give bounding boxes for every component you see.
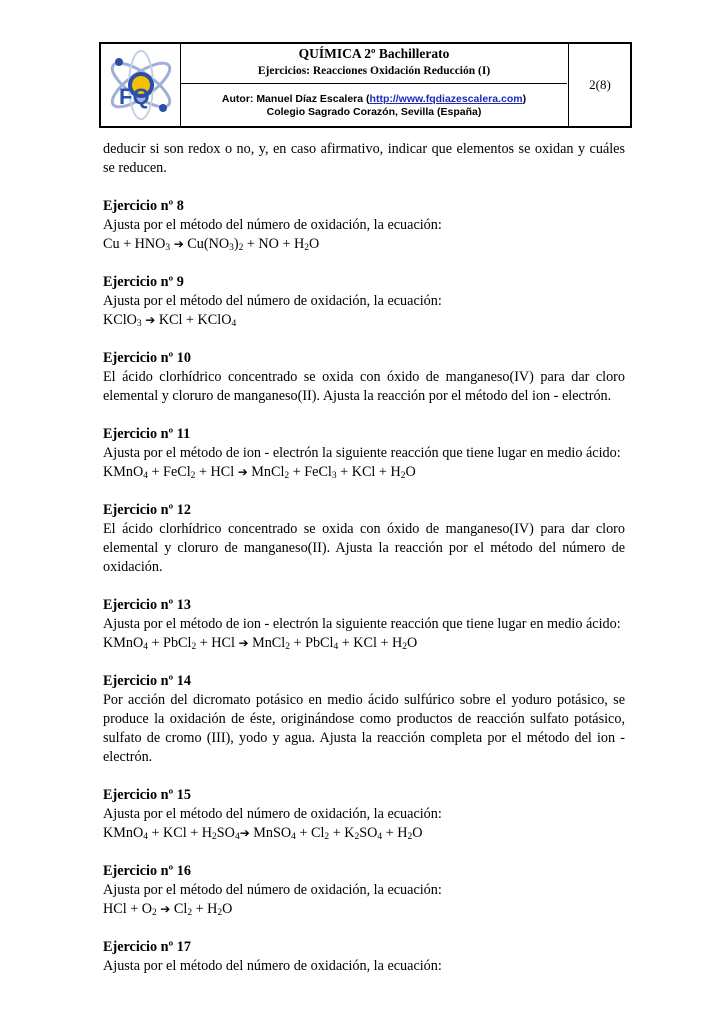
exercise-title: Ejercicio nº 15 [103, 787, 191, 803]
atom-logo-icon [101, 44, 180, 126]
exercise-16 [103, 862, 625, 919]
chemical-equation: KClO$_3$ ➔ KCl + KClO$_4$ [103, 312, 237, 329]
exercise-title: Ejercicio nº 16 [103, 863, 191, 879]
right-arrow-icon: ➔ [145, 313, 156, 327]
exercise-10 [103, 349, 625, 406]
exercise-title: Ejercicio nº 8 [103, 198, 184, 214]
page-header [99, 42, 632, 128]
exercise-text: Ajusta por el método del número de oxidación, la ecuación: [103, 293, 442, 309]
exercise-title: Ejercicio nº 10 [103, 350, 191, 366]
exercise-list [103, 140, 625, 976]
chemical-equation: KMnO$_4$ + FeCl$_2$ + HCl ➔ MnCl$_2$ + FeCl$_3$ + KCl + $H_2O$ [103, 464, 416, 481]
exercise-8 [103, 197, 625, 254]
right-arrow-icon: ➔ [238, 636, 249, 650]
exercise-text: Ajusta por el método del número de oxidación, la ecuación: [103, 882, 442, 898]
exercise-text: Ajusta por el método del número de oxidación, la ecuación: [103, 806, 442, 822]
author-website-link[interactable]: http://www.fqdiazescalera.com [369, 93, 523, 105]
right-arrow-icon: ➔ [160, 902, 171, 916]
exercise-text: Ajusta por el método de ion - electrón la siguiente reacción que tiene lugar en medio ácido: [103, 445, 621, 461]
exercise-title: Ejercicio nº 13 [103, 597, 191, 613]
school-line: Colegio Sagrado Corazón, Sevilla (España) [266, 106, 482, 118]
intro-paragraph: deducir si son redox o no, y, en caso afirmativo, indicar que elementos se oxidan y cuáles se reducen. [103, 141, 625, 176]
document-subtitle: Ejercicios: Reacciones Oxidación Reducción (I) [257, 65, 491, 77]
exercise-17 [103, 938, 625, 976]
exercise-12 [103, 501, 625, 577]
exercise-text: Por acción del dicromato potásico en medio ácido sulfúrico sobre el yoduro potásico, se produce la oxidación de éste, originándose como productos de reacción sulfato potásico, sulfato de cromo (III), yodo y agua. Ajusta la reacción completa por el método del ion - electrón. [103, 692, 625, 765]
page-number: 2(8) [568, 44, 631, 126]
document-title: QUÍMICA 2º Bachillerato [298, 46, 450, 61]
exercise-15 [103, 786, 625, 843]
exercise-text: Ajusta por el método de ion - electrón la siguiente reacción que tiene lugar en medio ácido: [103, 616, 621, 632]
chemical-equation: $Cu + HNO_3$ ➔ $Cu(NO_3)_2$ + NO + $H_2O$ [103, 236, 320, 253]
exercise-text: Ajusta por el método del número de oxidación, la ecuación: [103, 217, 442, 233]
exercise-9 [103, 273, 625, 330]
exercise-title: Ejercicio nº 14 [103, 673, 191, 689]
right-arrow-icon: ➔ [237, 465, 248, 479]
exercise-title: Ejercicio nº 17 [103, 939, 191, 955]
exercise-11 [103, 425, 625, 482]
right-arrow-icon: ➔ [239, 826, 250, 840]
logo-cell [101, 44, 181, 126]
exercise-14 [103, 672, 625, 767]
right-arrow-icon: ➔ [173, 237, 184, 251]
exercise-text: El ácido clorhídrico concentrado se oxida con óxido de manganeso(IV) para dar cloro elemental y cloruro de manganeso(II). Ajusta la reacción por el método del ion - electrón. [103, 369, 625, 404]
exercise-text: El ácido clorhídrico concentrado se oxida con óxido de manganeso(IV) para dar cloro elemental y cloruro de manganeso(II). Ajusta la reacción por el método del número de oxidación. [103, 521, 625, 575]
chemical-equation: KMnO$_4$ + KCl + $H_2SO_4➔$ MnSO$_4$ + $Cl_2 + K_2SO_4 + H_2O$ [103, 825, 423, 842]
logo-text: FQ [119, 84, 150, 109]
exercise-text: Ajusta por el método del número de oxidación, la ecuación: [103, 958, 442, 974]
author-line: Autor: Manuel Díaz Escalera (http://www.fqdiazescalera.com) [221, 93, 527, 105]
exercise-title: Ejercicio nº 12 [103, 502, 191, 518]
exercise-13 [103, 596, 625, 653]
chemical-equation: KMnO$_4$ + PbCl$_2$ + HCl ➔ MnCl$_2$ + PbCl$_4$ + KCl + $H_2O$ [103, 635, 418, 652]
exercise-title: Ejercicio nº 11 [103, 426, 191, 442]
chemical-equation: HCl + $O_2$ ➔ $Cl_2 + H_2O$ [103, 901, 233, 918]
exercise-title: Ejercicio nº 9 [103, 274, 184, 290]
